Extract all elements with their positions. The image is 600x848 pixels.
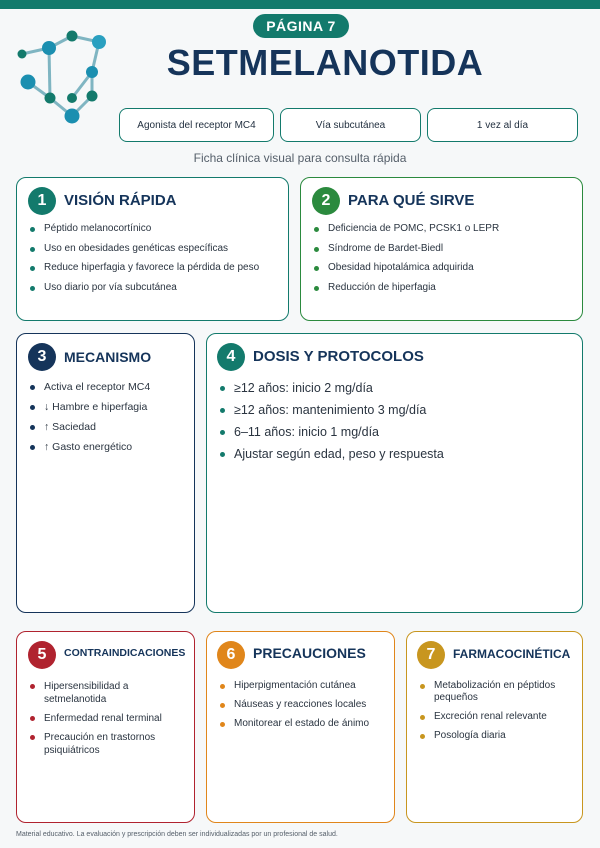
page-number-badge: PÁGINA 7 [253,14,349,38]
section-heading: CONTRAINDICACIONES [64,647,186,659]
list-item: ≥12 años: mantenimiento 3 mg/día [220,403,570,418]
bullet-list [220,680,390,737]
bullet-dot-icon [30,286,35,291]
list-item: ↓ Hambre e hiperfagia [30,401,190,414]
bullet-dot-icon [220,386,225,391]
drug-title: SETMELANOTIDA [166,42,484,83]
bullet-dot-icon [314,266,319,271]
bullet-dot-icon [220,703,225,708]
section-number-badge: 3 [28,343,56,371]
list-item: Posología diaria [420,730,575,742]
section-number-badge: 6 [217,641,245,669]
list-item: ↑ Gasto energético [30,441,190,454]
bullet-dot-icon [30,735,35,740]
bullet-list [314,223,574,301]
card-farmacocinetica [406,631,583,823]
bullet-list [220,381,570,469]
list-item: Enfermedad renal terminal [30,712,180,725]
list-item: Uso en obesidades genéticas específicas [30,243,280,255]
bullet-dot-icon [220,722,225,727]
bullet-list [30,223,280,301]
list-item: Obesidad hipotalámica adquirida [314,262,574,274]
bullet-dot-icon [30,266,35,271]
list-item: Activa el receptor MC4 [30,381,190,394]
bullet-dot-icon [30,385,35,390]
list-item: Reducción de hiperfagia [314,282,574,294]
bullet-dot-icon [220,408,225,413]
section-heading: VISIÓN RÁPIDA [64,192,177,209]
card-precauciones [206,631,395,823]
page-subtitle: Ficha clínica visual para consulta rápida [193,151,407,165]
section-heading: DOSIS Y PROTOCOLOS [253,348,424,365]
list-item: Péptido melanocortínico [30,223,280,235]
section-heading: MECANISMO [64,349,152,365]
tag-drug-class: Agonista del receptor MC4 [119,108,274,142]
list-item: ≥12 años: inicio 2 mg/día [220,381,570,396]
bullet-dot-icon [30,405,35,410]
list-item: Precaución en trastornos psiquiátricos [30,731,180,757]
bullet-dot-icon [30,445,35,450]
footer-disclaimer: Material educativo. La evaluación y prescripción deben ser individualizadas por un profesional de salud. [16,831,338,838]
bullet-dot-icon [30,425,35,430]
list-item: Deficiencia de POMC, PCSK1 o LEPR [314,223,574,235]
bullet-dot-icon [30,247,35,252]
section-number-badge: 7 [417,641,445,669]
bullet-dot-icon [314,247,319,252]
list-item: Síndrome de Bardet-Biedl [314,243,574,255]
bullet-dot-icon [30,684,35,689]
bullet-dot-icon [30,227,35,232]
list-item: Hiperpigmentación cutánea [220,680,390,692]
section-heading: PARA QUÉ SIRVE [348,192,475,209]
bullet-list [30,680,180,763]
bullet-dot-icon [420,684,425,689]
section-heading: PRECAUCIONES [253,645,366,661]
tag-route: Vía subcutánea [280,108,421,142]
list-item: Ajustar según edad, peso y respuesta [220,447,570,462]
bullet-dot-icon [314,286,319,291]
list-item: Náuseas y reacciones locales [220,699,390,711]
tag-frequency: 1 vez al día [427,108,578,142]
bullet-list [30,381,190,461]
bullet-list [420,680,575,749]
section-number-badge: 5 [28,641,56,669]
card-dosis-protocolos [206,333,583,613]
list-item: Excreción renal relevante [420,711,575,723]
card-para-que-sirve [300,177,583,321]
section-number-badge: 4 [217,343,245,371]
list-item: Reduce hiperfagia y favorece la pérdida de peso [30,262,280,274]
list-item: ↑ Saciedad [30,421,190,434]
list-item: 6–11 años: inicio 1 mg/día [220,425,570,440]
section-number-badge: 1 [28,187,56,215]
list-item: Metabolización en péptidos pequeños [420,680,575,704]
bullet-dot-icon [30,716,35,721]
bullet-dot-icon [420,715,425,720]
card-mecanismo [16,333,195,613]
top-accent-bar [0,0,600,9]
bullet-dot-icon [314,227,319,232]
card-contraindicaciones [16,631,195,823]
bullet-dot-icon [220,684,225,689]
list-item: Uso diario por vía subcutánea [30,282,280,294]
section-heading: FARMACOCINÉTICA [453,647,571,661]
list-item: Monitorear el estado de ánimo [220,718,390,730]
card-vision-rapida [16,177,289,321]
molecule-logo-icon [12,26,112,126]
bullet-dot-icon [220,430,225,435]
bullet-dot-icon [420,734,425,739]
section-number-badge: 2 [312,187,340,215]
list-item: Hipersensibilidad a setmelanotida [30,680,180,706]
bullet-dot-icon [220,452,225,457]
